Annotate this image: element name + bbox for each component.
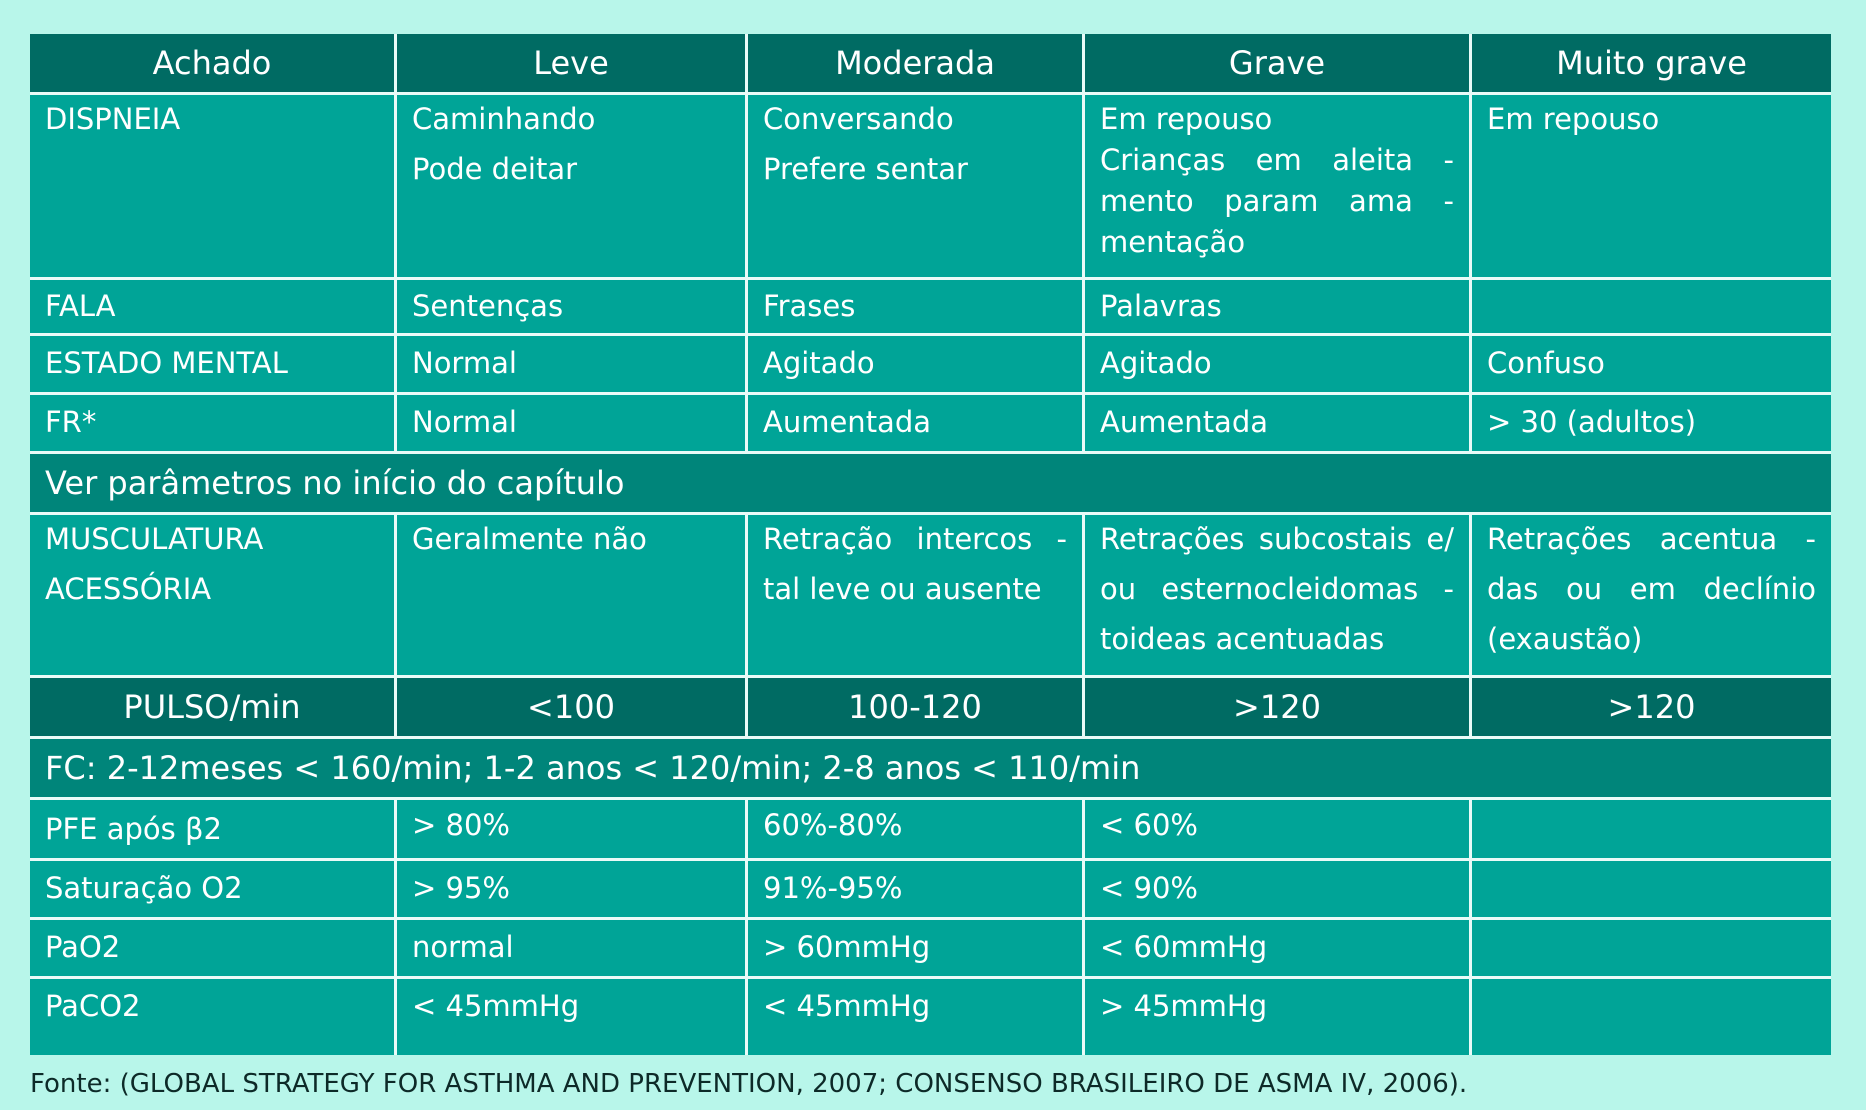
fr-grave: Aumentada — [1085, 395, 1469, 451]
pao2-label: PaO2 — [30, 920, 394, 976]
musculatura-moderada-line: Retração intercos - — [763, 522, 1067, 556]
musculatura-muito-grave-line: das ou em declínio — [1487, 572, 1816, 606]
fr-note: Ver parâmetros no início do capítulo — [30, 454, 1831, 512]
saturacao-leve: > 95% — [397, 861, 745, 917]
header-grave: Grave — [1085, 34, 1469, 92]
dispneia-leve-line: Pode deitar — [412, 152, 578, 186]
pfe-grave: < 60% — [1085, 800, 1469, 858]
header-muito-grave: Muito grave — [1472, 34, 1831, 92]
dispneia-leve-line: Caminhando — [412, 102, 596, 136]
saturacao-moderada: 91%-95% — [748, 861, 1082, 917]
fr-muito-grave: > 30 (adultos) — [1472, 395, 1831, 451]
fr-leve: Normal — [397, 395, 745, 451]
fala-moderada: Frases — [748, 280, 1082, 333]
pao2-leve: normal — [397, 920, 745, 976]
pulso-label: PULSO/min — [30, 678, 394, 736]
fala-grave: Palavras — [1085, 280, 1469, 333]
pao2-moderada: > 60mmHg — [748, 920, 1082, 976]
row-dispneia-moderada — [748, 95, 1082, 277]
estado-mental-label: ESTADO MENTAL — [30, 336, 394, 392]
saturacao-grave: < 90% — [1085, 861, 1469, 917]
row-musculatura-grave — [1085, 515, 1469, 675]
paco2-moderada: < 45mmHg — [748, 979, 1082, 1055]
pfe-label: PFE após β2 — [30, 800, 394, 858]
row-dispneia-grave — [1085, 95, 1469, 277]
musculatura-label-line: MUSCULATURA — [45, 522, 264, 556]
dispneia-moderada-line: Conversando — [763, 102, 954, 136]
header-leve: Leve — [397, 34, 745, 92]
row-musculatura-leve — [397, 515, 745, 675]
pao2-grave: < 60mmHg — [1085, 920, 1469, 976]
fala-muito-grave — [1472, 280, 1831, 333]
musculatura-label-line: ACESSÓRIA — [45, 572, 212, 606]
header-achado: Achado — [30, 34, 394, 92]
dispneia-grave-line: mentação — [1100, 225, 1246, 259]
musculatura-grave-line: toideas acentuadas — [1100, 622, 1385, 656]
estado-mental-grave: Agitado — [1085, 336, 1469, 392]
fala-label: FALA — [30, 280, 394, 333]
severity-table — [30, 34, 1831, 1055]
musculatura-muito-grave-line: Retrações acentua - — [1487, 522, 1816, 556]
musculatura-leve-line: Geralmente não — [412, 522, 647, 556]
estado-mental-muito-grave: Confuso — [1472, 336, 1831, 392]
source-footnote: Fonte: (GLOBAL STRATEGY FOR ASTHMA AND PREVENTION, 2007; CONSENSO BRASILEIRO DE ASMA IV, 2006). — [30, 1069, 1468, 1099]
dispneia-muito-grave-line: Em repouso — [1487, 102, 1660, 136]
musculatura-moderada-line: tal leve ou ausente — [763, 572, 1042, 606]
fr-label: FR* — [30, 395, 394, 451]
paco2-leve: < 45mmHg — [397, 979, 745, 1055]
pfe-moderada: 60%-80% — [748, 800, 1082, 858]
row-dispneia-label — [30, 95, 394, 277]
estado-mental-moderada: Agitado — [748, 336, 1082, 392]
pulso-leve: <100 — [397, 678, 745, 736]
row-dispneia-muito-grave — [1472, 95, 1831, 277]
dispneia-label: DISPNEIA — [45, 102, 181, 136]
pfe-muito-grave — [1472, 800, 1831, 858]
pulso-moderada: 100-120 — [748, 678, 1082, 736]
row-musculatura-muito-grave — [1472, 515, 1831, 675]
paco2-grave: > 45mmHg — [1085, 979, 1469, 1055]
pulso-grave: >120 — [1085, 678, 1469, 736]
fc-note: FC: 2-12meses < 160/min; 1-2 anos < 120/min; 2-8 anos < 110/min — [30, 739, 1831, 797]
fala-leve: Sentenças — [397, 280, 745, 333]
paco2-label: PaCO2 — [30, 979, 394, 1055]
pao2-muito-grave — [1472, 920, 1831, 976]
pulso-muito-grave: >120 — [1472, 678, 1831, 736]
paco2-muito-grave — [1472, 979, 1831, 1055]
saturacao-muito-grave — [1472, 861, 1831, 917]
row-musculatura-label — [30, 515, 394, 675]
row-musculatura-moderada — [748, 515, 1082, 675]
fr-moderada: Aumentada — [748, 395, 1082, 451]
dispneia-grave-line: Crianças em aleita - — [1100, 143, 1454, 177]
estado-mental-leve: Normal — [397, 336, 745, 392]
musculatura-muito-grave-line: (exaustão) — [1487, 622, 1643, 656]
pfe-leve: > 80% — [397, 800, 745, 858]
musculatura-grave-line: ou esternocleidomas - — [1100, 572, 1454, 606]
musculatura-grave-line: Retrações subcostais e/ — [1100, 522, 1454, 556]
dispneia-grave-line: Em repouso — [1100, 102, 1273, 136]
row-dispneia-leve — [397, 95, 745, 277]
header-moderada: Moderada — [748, 34, 1082, 92]
saturacao-label: Saturação O2 — [30, 861, 394, 917]
dispneia-moderada-line: Prefere sentar — [763, 152, 968, 186]
dispneia-grave-line: mento param ama - — [1100, 184, 1454, 218]
